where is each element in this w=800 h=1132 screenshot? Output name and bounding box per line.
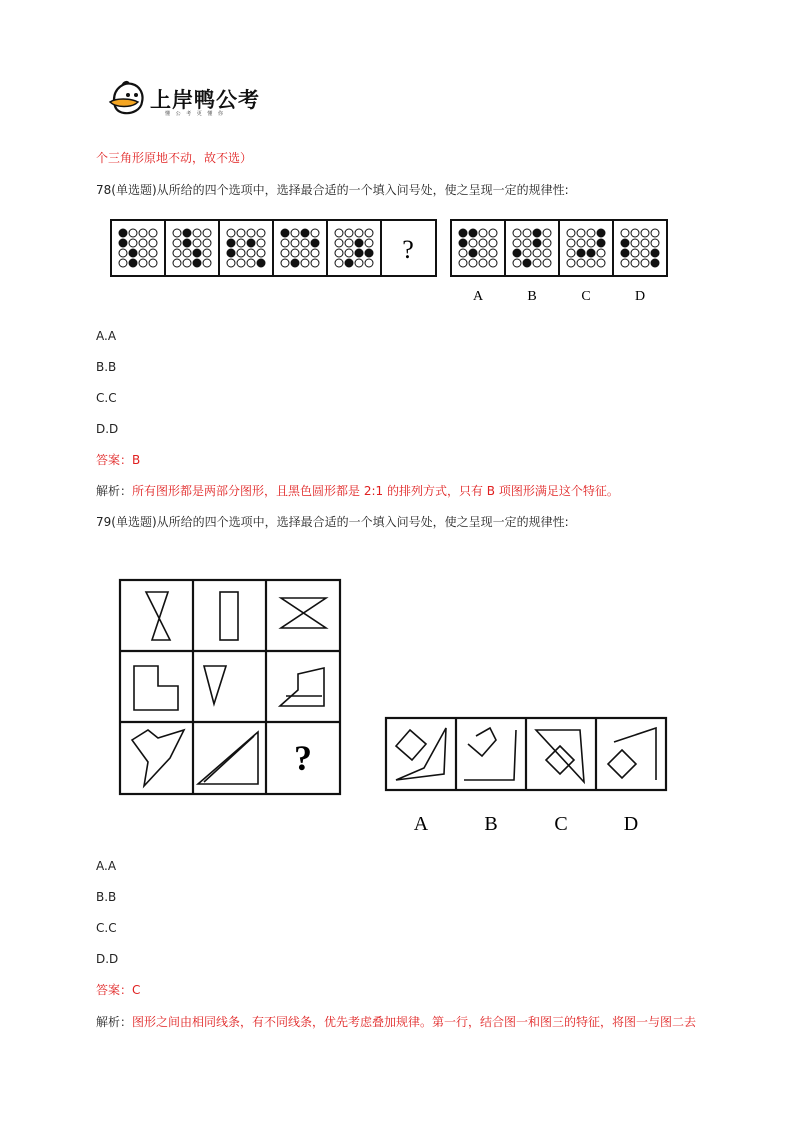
empty-dot <box>513 259 521 267</box>
empty-dot <box>587 229 595 237</box>
empty-dot <box>173 239 181 247</box>
empty-dot <box>365 259 373 267</box>
filled-dot <box>597 229 605 237</box>
empty-dot <box>203 239 211 247</box>
q79-analysis-text: 图形之间由相同线条，有不同线条，优先考虑叠加规律。第一行，结合图一和图三的特征，将图一与图二去 <box>132 1015 697 1029</box>
empty-dot <box>237 229 245 237</box>
empty-dot <box>651 229 659 237</box>
filled-dot <box>301 229 309 237</box>
empty-dot <box>513 239 521 247</box>
logo-name: 上岸鸭公考 <box>150 88 260 112</box>
empty-dot <box>523 239 531 247</box>
empty-dot <box>281 259 289 267</box>
filled-dot <box>183 229 191 237</box>
empty-dot <box>631 259 639 267</box>
empty-dot <box>587 239 595 247</box>
empty-dot <box>173 249 181 257</box>
triangle-shape <box>204 666 226 704</box>
empty-dot <box>621 229 629 237</box>
filled-dot <box>597 239 605 247</box>
empty-dot <box>129 229 137 237</box>
filled-dot <box>227 239 235 247</box>
empty-dot <box>149 249 157 257</box>
empty-dot <box>203 249 211 257</box>
empty-dot <box>597 259 605 267</box>
empty-dot <box>587 259 595 267</box>
filled-dot <box>533 229 541 237</box>
empty-dot <box>543 229 551 237</box>
empty-dot <box>567 249 575 257</box>
empty-dot <box>173 259 181 267</box>
empty-dot <box>291 239 299 247</box>
empty-dot <box>139 249 147 257</box>
empty-dot <box>311 259 319 267</box>
filled-dot <box>291 259 299 267</box>
filled-dot <box>459 229 467 237</box>
empty-dot <box>301 249 309 257</box>
empty-dot <box>301 259 309 267</box>
empty-dot <box>193 239 201 247</box>
empty-dot <box>119 259 127 267</box>
q78-analysis-label: 解析： <box>96 484 133 498</box>
empty-dot <box>533 249 541 257</box>
empty-dot <box>183 249 191 257</box>
empty-dot <box>227 229 235 237</box>
filled-dot <box>119 229 127 237</box>
q78-option-b[interactable]: B.B <box>96 360 117 374</box>
filled-dot <box>257 259 265 267</box>
question-78-stem: 78(单选题)从所给的四个选项中，选择最合适的一个填入问号处，使之呈现一定的规律性: <box>96 183 569 197</box>
filled-dot <box>469 229 477 237</box>
empty-dot <box>345 229 353 237</box>
empty-dot <box>641 239 649 247</box>
q79-option-d[interactable]: D.D <box>96 952 119 966</box>
empty-dot <box>365 229 373 237</box>
empty-dot <box>459 259 467 267</box>
filled-dot <box>311 239 319 247</box>
empty-dot <box>149 259 157 267</box>
empty-dot <box>479 229 487 237</box>
q79-question-mark: ? <box>294 738 312 778</box>
empty-dot <box>577 239 585 247</box>
empty-dot <box>641 249 649 257</box>
q79-letter-b: B <box>484 813 498 835</box>
empty-dot <box>237 249 245 257</box>
filled-dot <box>621 239 629 247</box>
empty-dot <box>489 239 497 247</box>
option-b-shape <box>468 728 496 756</box>
empty-dot <box>203 229 211 237</box>
empty-dot <box>183 259 191 267</box>
empty-dot <box>641 229 649 237</box>
filled-dot <box>183 239 191 247</box>
q78-option-panels <box>451 220 667 276</box>
empty-dot <box>335 259 343 267</box>
empty-dot <box>355 229 363 237</box>
empty-dot <box>129 239 137 247</box>
empty-dot <box>139 239 147 247</box>
q79-option-b[interactable]: B.B <box>96 890 117 904</box>
filled-dot <box>621 249 629 257</box>
duck-icon <box>108 80 150 116</box>
question-79-grid <box>118 578 342 796</box>
filled-dot <box>513 249 521 257</box>
empty-dot <box>489 229 497 237</box>
option-a-shape <box>396 730 426 760</box>
q78-letter-b: B <box>527 289 537 304</box>
q78-letter-a: A <box>472 289 484 304</box>
q79-analysis <box>96 1014 696 1030</box>
filled-dot <box>651 259 659 267</box>
empty-dot <box>257 229 265 237</box>
empty-dot <box>237 259 245 267</box>
empty-dot <box>513 229 521 237</box>
empty-dot <box>345 239 353 247</box>
empty-dot <box>149 239 157 247</box>
empty-dot <box>291 229 299 237</box>
empty-dot <box>345 249 353 257</box>
question-78-figure <box>110 218 670 310</box>
empty-dot <box>203 259 211 267</box>
irregular-shape <box>132 730 184 786</box>
filled-dot <box>469 249 477 257</box>
empty-dot <box>335 249 343 257</box>
empty-dot <box>257 239 265 247</box>
empty-dot <box>543 259 551 267</box>
filled-dot <box>193 249 201 257</box>
filled-dot <box>129 259 137 267</box>
empty-dot <box>291 249 299 257</box>
empty-dot <box>577 229 585 237</box>
empty-dot <box>479 249 487 257</box>
empty-dot <box>311 249 319 257</box>
filled-dot <box>355 239 363 247</box>
empty-dot <box>567 229 575 237</box>
filled-dot <box>227 249 235 257</box>
empty-dot <box>479 239 487 247</box>
q79-answer: 答案：C <box>96 983 141 997</box>
empty-dot <box>355 259 363 267</box>
bowtie-shape <box>281 598 326 628</box>
rectangle-shape <box>220 592 238 640</box>
empty-dot <box>641 259 649 267</box>
empty-dot <box>523 249 531 257</box>
q78-analysis <box>96 483 619 499</box>
filled-dot <box>129 249 137 257</box>
q78-question-mark: ? <box>402 235 414 264</box>
empty-dot <box>119 249 127 257</box>
filled-dot <box>345 259 353 267</box>
empty-dot <box>469 259 477 267</box>
empty-dot <box>533 259 541 267</box>
q78-stem-panels <box>111 220 436 276</box>
empty-dot <box>489 249 497 257</box>
question-79-stem: 79(单选题)从所给的四个选项中，选择最合适的一个填入问号处，使之呈现一定的规律性: <box>96 515 569 529</box>
empty-dot <box>335 239 343 247</box>
empty-dot <box>567 259 575 267</box>
empty-dot <box>567 239 575 247</box>
filled-dot <box>247 239 255 247</box>
empty-dot <box>247 249 255 257</box>
filled-dot <box>459 239 467 247</box>
empty-dot <box>149 229 157 237</box>
empty-dot <box>469 239 477 247</box>
previous-analysis-tail: 个三角形原地不动，故不选） <box>96 151 253 165</box>
empty-dot <box>193 229 201 237</box>
empty-dot <box>489 259 497 267</box>
empty-dot <box>257 249 265 257</box>
empty-dot <box>523 229 531 237</box>
filled-dot <box>523 259 531 267</box>
q78-option-d[interactable]: D.D <box>96 422 119 436</box>
empty-dot <box>335 229 343 237</box>
empty-dot <box>301 239 309 247</box>
filled-dot <box>365 249 373 257</box>
q78-analysis-text: 所有图形都是两部分图形，且黑色圆形都是 2:1 的排列方式，只有 B 项图形满足这个特征。 <box>132 484 619 498</box>
hourglass-shape <box>146 592 170 640</box>
q79-option-a[interactable]: A.A <box>96 859 117 873</box>
empty-dot <box>139 229 147 237</box>
empty-dot <box>139 259 147 267</box>
empty-dot <box>597 249 605 257</box>
filled-dot <box>587 249 595 257</box>
q78-option-c[interactable]: C.C <box>96 391 117 405</box>
empty-dot <box>281 239 289 247</box>
q79-letter-a: A <box>413 813 429 835</box>
empty-dot <box>543 239 551 247</box>
empty-dot <box>631 239 639 247</box>
empty-dot <box>311 229 319 237</box>
empty-dot <box>577 259 585 267</box>
empty-dot <box>247 229 255 237</box>
empty-dot <box>479 259 487 267</box>
filled-dot <box>577 249 585 257</box>
empty-dot <box>227 259 235 267</box>
empty-dot <box>281 249 289 257</box>
q78-option-a[interactable]: A.A <box>96 329 117 343</box>
q79-analysis-label: 解析： <box>96 1015 133 1029</box>
empty-dot <box>365 239 373 247</box>
question-79-options <box>384 716 670 838</box>
empty-dot <box>651 239 659 247</box>
q79-letter-c: C <box>554 813 568 835</box>
empty-dot <box>543 249 551 257</box>
q78-letter-c: C <box>581 289 591 304</box>
empty-dot <box>621 259 629 267</box>
q79-letter-d: D <box>623 813 639 835</box>
filled-dot <box>281 229 289 237</box>
l-shape <box>134 666 178 710</box>
q78-answer: 答案：B <box>96 453 141 467</box>
empty-dot <box>631 229 639 237</box>
option-d-shape <box>614 728 656 780</box>
empty-dot <box>631 249 639 257</box>
logo-tagline: 懂 公 考 更 懂 你 <box>165 111 225 117</box>
empty-dot <box>237 239 245 247</box>
filled-dot <box>533 239 541 247</box>
filled-dot <box>651 249 659 257</box>
empty-dot <box>173 229 181 237</box>
filled-dot <box>119 239 127 247</box>
q79-option-c[interactable]: C.C <box>96 921 117 935</box>
composite-shape <box>280 668 324 706</box>
filled-dot <box>355 249 363 257</box>
empty-dot <box>247 259 255 267</box>
filled-dot <box>193 259 201 267</box>
empty-dot <box>459 249 467 257</box>
q78-letter-d: D <box>634 289 646 304</box>
